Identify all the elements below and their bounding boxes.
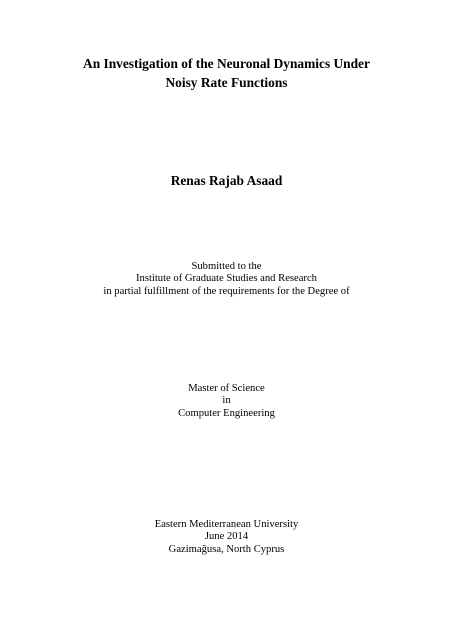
thesis-title <box>0 54 453 92</box>
submission-statement <box>0 261 453 298</box>
university-name: Eastern Mediterranean University <box>154 519 299 530</box>
author-name: Renas Rajab Asaad <box>170 173 283 188</box>
submission-date: June 2014 <box>204 531 249 543</box>
degree-block <box>0 383 453 420</box>
university-location: Gazimağusa, North Cyprus <box>168 543 285 555</box>
thesis-title-line-1: An Investigation of the Neuronal Dynamics Under <box>83 56 370 71</box>
institution-block <box>0 519 453 556</box>
submission-line-1: Submitted to the <box>191 261 262 272</box>
thesis-title-line-2: Noisy Rate Functions <box>165 75 288 90</box>
degree-name: Master of Science <box>188 383 265 394</box>
degree-field: Computer Engineering <box>178 407 275 419</box>
submission-line-2: Institute of Graduate Studies and Research <box>136 273 317 285</box>
degree-connector: in <box>222 395 231 407</box>
submission-line-3: in partial fulfillment of the requirements for the Degree of <box>103 285 350 297</box>
